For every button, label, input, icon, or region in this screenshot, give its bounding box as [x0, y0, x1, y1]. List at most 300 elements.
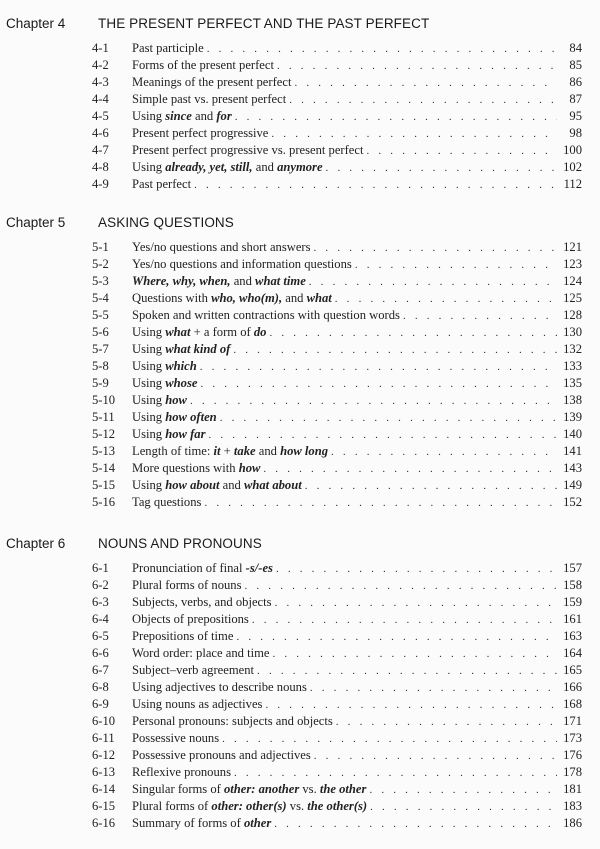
entry-number: 4-2 [92, 58, 109, 72]
dot-leader [209, 427, 558, 444]
entry-page-number: 125 [563, 291, 582, 305]
entry-title-emphasis: how [165, 393, 187, 407]
chapter-title: ASKING QUESTIONS [98, 215, 234, 230]
entry-title-text: Using [132, 393, 166, 407]
entry-page-number: 168 [563, 697, 582, 711]
entry-title-emphasis: do [253, 325, 267, 339]
entry-title-emphasis: which [165, 359, 197, 373]
entry-number: 6-5 [92, 629, 109, 643]
dot-leader [263, 461, 557, 478]
dot-leader [233, 342, 557, 359]
entry-title-text: Word order: place and time [132, 646, 270, 660]
entry-page-number: 124 [563, 274, 582, 288]
entry-title [132, 341, 233, 358]
entry-title [132, 645, 272, 662]
entry-title [132, 307, 403, 324]
entry-title-text: Past participle [132, 41, 204, 55]
entry-title [132, 781, 369, 798]
entry-line [132, 577, 582, 595]
entry-number: 6-14 [92, 782, 116, 796]
entry-title-text: Questions with [132, 291, 212, 305]
entry-title [132, 57, 277, 74]
entry-number: 4-3 [92, 75, 109, 89]
dot-leader [235, 109, 557, 126]
entry-title-text: Using nouns as adjectives [132, 697, 263, 711]
entry-title-text: Using [132, 160, 166, 174]
entry-number: 4-1 [92, 41, 109, 55]
dot-leader [289, 92, 557, 109]
entry-page-number: 173 [563, 731, 582, 745]
entry-page-number: 181 [563, 782, 582, 796]
toc-entry [0, 273, 600, 290]
entry-title-text: and [252, 160, 278, 174]
dot-leader [252, 612, 557, 629]
toc-entry [0, 696, 600, 713]
entry-title-text: and [255, 444, 281, 458]
entry-page-number: 186 [563, 816, 582, 830]
entry-page-number: 85 [569, 58, 582, 72]
entry-page-number: 164 [563, 646, 582, 660]
chapter-header [0, 215, 600, 237]
chapter-header [0, 536, 600, 558]
entry-title [132, 662, 257, 679]
entry-line [132, 358, 582, 376]
toc-entry [0, 290, 600, 307]
dot-leader [271, 126, 557, 143]
dot-leader [236, 629, 557, 646]
entry-number: 6-12 [92, 748, 116, 762]
entry-line [132, 57, 582, 75]
entry-line [132, 91, 582, 109]
entry-title-text: Using [132, 342, 166, 356]
entry-page-number: 102 [563, 160, 582, 174]
entry-title [132, 290, 335, 307]
chapter-title: THE PRESENT PERFECT AND THE PAST PERFECT [98, 16, 430, 31]
entry-title [132, 764, 234, 781]
toc-entry [0, 176, 600, 193]
entry-title [132, 494, 204, 511]
entry-title [132, 159, 326, 176]
entry-title-text: Summary of forms of [132, 816, 244, 830]
entry-line [132, 159, 582, 177]
entry-line [132, 74, 582, 92]
toc-entry [0, 57, 600, 74]
toc-entry [0, 239, 600, 256]
toc-entry [0, 477, 600, 494]
dot-leader [272, 646, 557, 663]
entry-page-number: 149 [563, 478, 582, 492]
chapter-number: Chapter 6 [6, 536, 66, 551]
toc-entry [0, 713, 600, 730]
dot-leader [314, 240, 557, 257]
entry-title [132, 747, 314, 764]
entry-page-number: 140 [563, 427, 582, 441]
dot-leader [336, 714, 557, 731]
dot-leader [277, 58, 557, 75]
entry-title-text: Singular forms of [132, 782, 224, 796]
toc-entry [0, 74, 600, 91]
entry-title-text: and [282, 291, 307, 305]
entry-number: 5-12 [92, 427, 116, 441]
entry-title-emphasis: what kind of [165, 342, 231, 356]
dot-leader [245, 578, 558, 595]
toc-entry [0, 159, 600, 176]
entry-title-text: Using [132, 410, 166, 424]
entry-title-text: Meanings of the present perfect [132, 75, 292, 89]
entry-title-text: Yes/no questions and information questions [132, 257, 352, 271]
entry-list [0, 40, 600, 193]
entry-number: 5-11 [92, 410, 115, 424]
entry-title-emphasis: what time [255, 274, 306, 288]
entry-number: 6-11 [92, 731, 115, 745]
entry-line [132, 730, 582, 748]
entry-list [0, 239, 600, 511]
entry-page-number: 123 [563, 257, 582, 271]
entry-line [132, 392, 582, 410]
entry-number: 6-10 [92, 714, 116, 728]
dot-leader [190, 393, 557, 410]
entry-number: 6-3 [92, 595, 109, 609]
entry-title-text: and [230, 274, 256, 288]
toc-entry [0, 443, 600, 460]
entry-page-number: 178 [563, 765, 582, 779]
entry-title-text: Prepositions of time [132, 629, 234, 643]
entry-number: 4-5 [92, 109, 109, 123]
entry-line [132, 764, 582, 782]
entry-title-text: + [220, 444, 234, 458]
chapter-5-section [0, 215, 600, 511]
entry-page-number: 95 [569, 109, 582, 123]
entry-title [132, 40, 207, 57]
toc-entry [0, 426, 600, 443]
entry-title [132, 443, 331, 460]
entry-page-number: 138 [563, 393, 582, 407]
entry-title [132, 730, 222, 747]
entry-title [132, 324, 269, 341]
entry-number: 4-7 [92, 143, 109, 157]
entry-page-number: 98 [569, 126, 582, 140]
entry-title [132, 696, 265, 713]
entry-number: 5-8 [92, 359, 109, 373]
entry-page-number: 159 [563, 595, 582, 609]
entry-page-number: 183 [563, 799, 582, 813]
toc-entry [0, 577, 600, 594]
toc-entry [0, 142, 600, 159]
dot-leader [310, 680, 557, 697]
entry-number: 5-4 [92, 291, 109, 305]
entry-title-text: + a form of [190, 325, 254, 339]
entry-page-number: 128 [563, 308, 582, 322]
toc-entry [0, 256, 600, 273]
entry-number: 5-7 [92, 342, 109, 356]
entry-title-emphasis: since [165, 109, 192, 123]
entry-title-emphasis: who, who(m), [211, 291, 283, 305]
dot-leader [265, 697, 557, 714]
entry-line [132, 273, 582, 291]
entry-title-emphasis: for [216, 109, 232, 123]
entry-title-text: Using [132, 478, 166, 492]
dot-leader [194, 177, 557, 194]
entry-title-emphasis: what about [243, 478, 302, 492]
entry-title [132, 594, 275, 611]
entry-page-number: 133 [563, 359, 582, 373]
entry-title [132, 426, 209, 443]
toc-entry [0, 40, 600, 57]
dot-leader [207, 41, 557, 58]
entry-line [132, 628, 582, 646]
entry-title-emphasis: how [238, 461, 261, 475]
entry-page-number: 171 [563, 714, 582, 728]
chapter-4-section [0, 16, 600, 193]
entry-title [132, 679, 310, 696]
entry-title-text: Past perfect [132, 177, 192, 191]
toc-entry [0, 307, 600, 324]
entry-list [0, 560, 600, 832]
entry-line [132, 307, 582, 325]
entry-number: 5-9 [92, 376, 109, 390]
entry-number: 5-2 [92, 257, 109, 271]
entry-number: 6-2 [92, 578, 109, 592]
entry-title [132, 392, 190, 409]
entry-title-text: Forms of the present perfect [132, 58, 274, 72]
entry-title [132, 560, 276, 577]
entry-line [132, 645, 582, 663]
dot-leader [367, 143, 558, 160]
entry-title [132, 176, 194, 193]
entry-title [132, 91, 289, 108]
dot-leader [305, 478, 557, 495]
dot-leader [200, 359, 557, 376]
entry-title-text: vs. [286, 799, 308, 813]
entry-number: 6-6 [92, 646, 109, 660]
entry-line [132, 594, 582, 612]
entry-line [132, 375, 582, 393]
entry-page-number: 143 [563, 461, 582, 475]
entry-title [132, 477, 305, 494]
entry-title-emphasis: anymore [277, 160, 323, 174]
dot-leader [403, 308, 557, 325]
toc-entry [0, 798, 600, 815]
entry-title-emphasis: it [213, 444, 221, 458]
toc-entry [0, 125, 600, 142]
entry-line [132, 460, 582, 478]
entry-line [132, 713, 582, 731]
dot-leader [335, 291, 557, 308]
dot-leader [294, 75, 557, 92]
toc-entry [0, 662, 600, 679]
entry-page-number: 112 [563, 177, 582, 191]
entry-page-number: 100 [563, 143, 582, 157]
toc-entry [0, 560, 600, 577]
entry-title [132, 256, 355, 273]
entry-line [132, 696, 582, 714]
entry-line [132, 176, 582, 194]
entry-number: 6-4 [92, 612, 109, 626]
dot-leader [234, 765, 557, 782]
toc-entry [0, 594, 600, 611]
entry-title-text: Yes/no questions and short answers [132, 240, 311, 254]
entry-title-text: Personal pronouns: subjects and objects [132, 714, 333, 728]
dot-leader [326, 160, 557, 177]
toc-entry [0, 679, 600, 696]
entry-line [132, 341, 582, 359]
entry-page-number: 161 [563, 612, 582, 626]
entry-title [132, 358, 200, 375]
dot-leader [369, 782, 557, 799]
toc-entry [0, 341, 600, 358]
entry-title-text: Objects of prepositions [132, 612, 249, 626]
entry-title-text: Present perfect progressive vs. present perfect [132, 143, 364, 157]
entry-line [132, 662, 582, 680]
entry-number: 4-9 [92, 177, 109, 191]
entry-number: 6-15 [92, 799, 116, 813]
entry-number: 5-5 [92, 308, 109, 322]
entry-line [132, 679, 582, 697]
entry-title-text: Using [132, 427, 166, 441]
dot-leader [370, 799, 557, 816]
entry-title-text: Using [132, 376, 166, 390]
entry-title-emphasis: other: other(s) [211, 799, 287, 813]
entry-title-text: Pronunciation of final [132, 561, 246, 575]
entry-line [132, 108, 582, 126]
dot-leader [200, 376, 557, 393]
entry-number: 5-3 [92, 274, 109, 288]
toc-entry [0, 611, 600, 628]
entry-title [132, 815, 274, 832]
entry-title-emphasis: how about [165, 478, 220, 492]
entry-number: 5-13 [92, 444, 116, 458]
entry-number: 5-6 [92, 325, 109, 339]
dot-leader [269, 325, 557, 342]
toc-entry [0, 730, 600, 747]
toc-entry [0, 460, 600, 477]
entry-line [132, 239, 582, 257]
entry-title [132, 74, 294, 91]
entry-number: 6-16 [92, 816, 116, 830]
entry-title-text: Simple past vs. present perfect [132, 92, 287, 106]
entry-page-number: 165 [563, 663, 582, 677]
entry-title-text: Possessive pronouns and adjectives [132, 748, 311, 762]
entry-title-text: Using [132, 325, 166, 339]
entry-title-text: More questions with [132, 461, 239, 475]
entry-title [132, 125, 271, 142]
entry-title-emphasis: how far [165, 427, 206, 441]
entry-page-number: 152 [563, 495, 582, 509]
entry-title [132, 409, 220, 426]
toc-entry [0, 324, 600, 341]
entry-number: 4-4 [92, 92, 109, 106]
dot-leader [275, 595, 557, 612]
chapter-number: Chapter 5 [6, 215, 66, 230]
toc-entry [0, 375, 600, 392]
entry-title-text: Plural forms of nouns [132, 578, 242, 592]
toc-entry [0, 108, 600, 125]
entry-page-number: 176 [563, 748, 582, 762]
entry-title-emphasis: what [165, 325, 191, 339]
entry-title [132, 577, 245, 594]
entry-title-emphasis: Where, why, when, [132, 274, 231, 288]
entry-line [132, 40, 582, 58]
entry-page-number: 141 [563, 444, 582, 458]
entry-title-emphasis: -s/-es [245, 561, 273, 575]
entry-title [132, 273, 309, 290]
entry-title-emphasis: take [233, 444, 256, 458]
entry-title-text: Subject–verb agreement [132, 663, 255, 677]
entry-title-text: Present perfect progressive [132, 126, 269, 140]
entry-title-emphasis: other [243, 816, 272, 830]
toc-entry [0, 494, 600, 511]
entry-line [132, 443, 582, 461]
entry-line [132, 256, 582, 274]
entry-line [132, 409, 582, 427]
entry-number: 6-8 [92, 680, 109, 694]
entry-number: 5-15 [92, 478, 116, 492]
entry-title-emphasis: already, yet, still, [165, 160, 253, 174]
toc-entry [0, 764, 600, 781]
entry-line [132, 426, 582, 444]
entry-title [132, 611, 252, 628]
entry-title [132, 713, 336, 730]
dot-leader [204, 495, 557, 512]
entry-title [132, 142, 367, 159]
entry-page-number: 121 [563, 240, 582, 254]
toc-entry [0, 392, 600, 409]
entry-number: 4-6 [92, 126, 109, 140]
entry-page-number: 166 [563, 680, 582, 694]
entry-page-number: 87 [569, 92, 582, 106]
toc-entry [0, 815, 600, 832]
entry-page-number: 132 [563, 342, 582, 356]
entry-page-number: 139 [563, 410, 582, 424]
dot-leader [222, 731, 557, 748]
entry-title [132, 798, 370, 815]
entry-page-number: 158 [563, 578, 582, 592]
entry-title [132, 460, 263, 477]
entry-title-text: Reflexive pronouns [132, 765, 231, 779]
entry-title [132, 375, 200, 392]
chapter-header [0, 16, 600, 38]
entry-line [132, 781, 582, 799]
chapter-6-section [0, 536, 600, 832]
entry-title-emphasis: the other [319, 782, 367, 796]
entry-page-number: 163 [563, 629, 582, 643]
entry-line [132, 142, 582, 160]
entry-number: 6-7 [92, 663, 109, 677]
entry-number: 5-10 [92, 393, 116, 407]
entry-line [132, 798, 582, 816]
entry-title-text: Using [132, 359, 166, 373]
toc-entry [0, 747, 600, 764]
entry-title-text: Possessive nouns [132, 731, 220, 745]
entry-line [132, 290, 582, 308]
entry-title-text: Using adjectives to describe nouns [132, 680, 307, 694]
entry-line [132, 494, 582, 512]
entry-number: 5-14 [92, 461, 116, 475]
toc-entry [0, 781, 600, 798]
dot-leader [355, 257, 557, 274]
entry-number: 4-8 [92, 160, 109, 174]
entry-title-text: Spoken and written contractions with question words [132, 308, 400, 322]
dot-leader [309, 274, 557, 291]
entry-title-emphasis: other: another [224, 782, 300, 796]
dot-leader [257, 663, 557, 680]
entry-title-emphasis: what [306, 291, 332, 305]
entry-title-text: and [191, 109, 217, 123]
entry-title-emphasis: the other(s) [307, 799, 368, 813]
toc-entry [0, 91, 600, 108]
entry-title-text: Tag questions [132, 495, 202, 509]
toc-entry [0, 645, 600, 662]
